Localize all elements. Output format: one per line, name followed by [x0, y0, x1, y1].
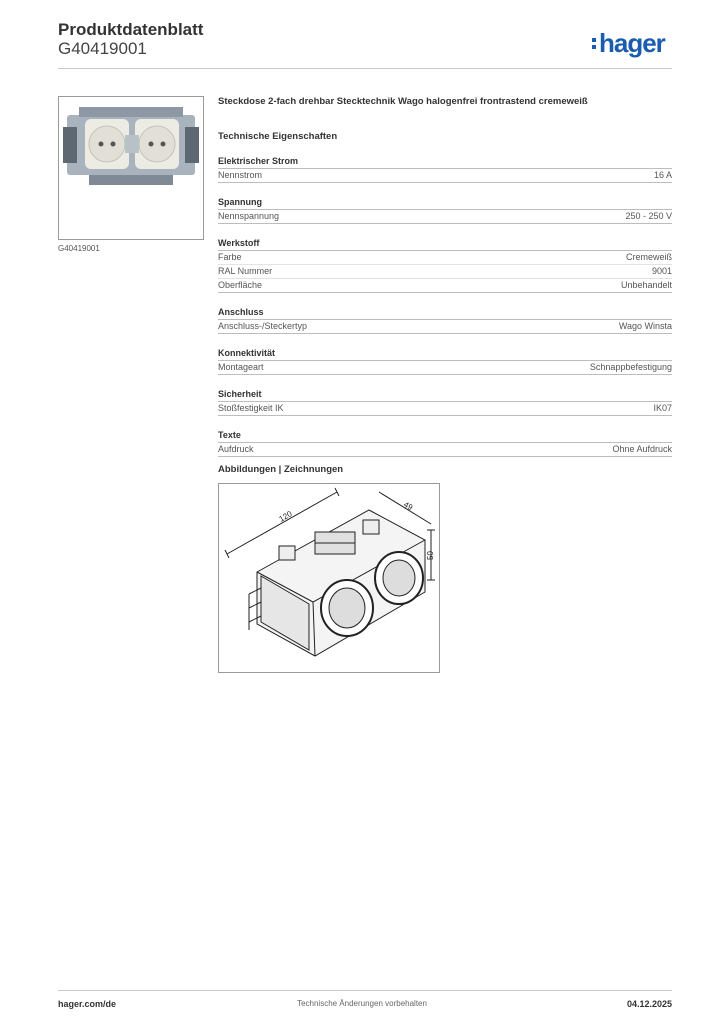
product-details: [218, 96, 672, 457]
group-title: Konnektivität: [218, 348, 672, 361]
property-group: [218, 389, 672, 416]
property-row: [218, 251, 672, 265]
property-row: [218, 265, 672, 279]
property-label: Nennspannung: [218, 211, 280, 221]
property-label: Oberfläche: [218, 280, 263, 290]
dim-length-label: 120: [277, 509, 294, 524]
property-label: Stoßfestigkeit IK: [218, 403, 284, 413]
property-row: [218, 443, 672, 457]
property-row: [218, 402, 672, 416]
property-value: 250 - 250 V: [625, 211, 672, 221]
dim-height-label: 50: [426, 551, 435, 560]
property-label: Farbe: [218, 252, 242, 262]
header-divider: [58, 68, 672, 69]
property-value: Unbehandelt: [620, 280, 672, 290]
footer-divider: [58, 990, 672, 991]
group-title: Elektrischer Strom: [218, 156, 672, 169]
footer-website[interactable]: hager.com/de: [58, 999, 117, 1009]
property-group: [218, 348, 672, 375]
property-label: Montageart: [218, 362, 264, 372]
property-value: 16 A: [653, 170, 672, 180]
page-title: Produktdatenblatt: [58, 20, 204, 39]
footer-date: 04.12.2025: [626, 999, 672, 1009]
logo-mark-icon: [592, 35, 596, 52]
property-row: [218, 320, 672, 334]
property-value: Schnappbefestigung: [589, 362, 672, 372]
property-group: [218, 197, 672, 224]
dim-depth-label: 49: [402, 499, 415, 513]
product-photo: [58, 96, 204, 240]
property-group: [218, 430, 672, 457]
property-row: [218, 210, 672, 224]
footer-note: Technische Änderungen vorbehalten: [297, 999, 427, 1008]
property-row: [218, 361, 672, 375]
property-group: [218, 238, 672, 293]
property-label: Aufdruck: [218, 444, 254, 454]
property-value: Wago Winsta: [618, 321, 672, 331]
product-description: Steckdose 2-fach drehbar Stecktechnik Wago halogenfrei frontrastend cremeweiß: [218, 96, 588, 107]
photo-caption: G40419001: [58, 244, 100, 253]
group-title: Spannung: [218, 197, 672, 210]
properties-heading: Technische Eigenschaften: [218, 131, 338, 142]
property-value: Ohne Aufdruck: [612, 444, 672, 454]
dimension-drawing: [218, 483, 440, 673]
property-value: 9001: [651, 266, 672, 276]
group-title: Anschluss: [218, 307, 672, 320]
logo-text: hager: [599, 28, 665, 58]
property-label: RAL Nummer: [218, 266, 273, 276]
product-number: G40419001: [58, 39, 147, 58]
property-label: Anschluss-/Steckertyp: [218, 321, 308, 331]
group-title: Werkstoff: [218, 238, 672, 251]
group-title: Texte: [218, 430, 672, 443]
property-value: IK07: [653, 403, 672, 413]
property-row: [218, 279, 672, 293]
group-title: Sicherheit: [218, 389, 672, 402]
technical-drawing-icon: [219, 484, 439, 672]
property-row: [218, 169, 672, 183]
socket-photo-icon: [59, 97, 203, 239]
property-group: [218, 307, 672, 334]
drawings-heading: Abbildungen | Zeichnungen: [218, 464, 344, 475]
property-group: [218, 156, 672, 183]
hager-logo: [592, 28, 665, 59]
property-label: Nennstrom: [218, 170, 263, 180]
property-value: Cremeweiß: [625, 252, 672, 262]
